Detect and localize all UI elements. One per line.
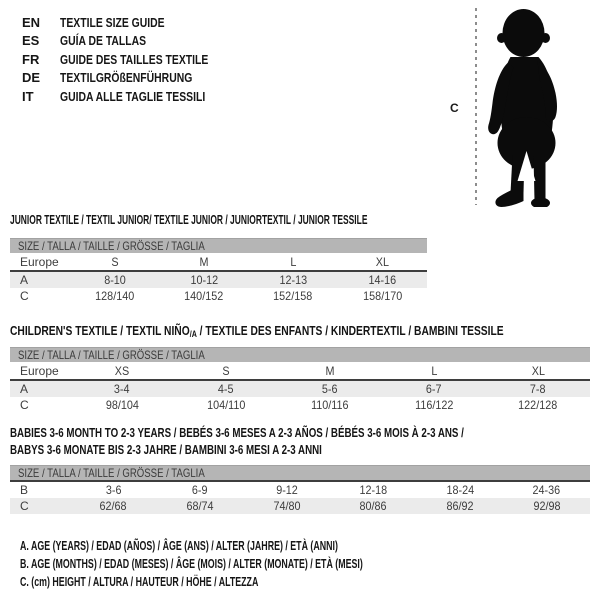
- table-row-height: [10, 397, 590, 413]
- guide-title: TEXTILE SIZE GUIDE: [60, 14, 165, 30]
- value-cell: 5-6: [322, 382, 338, 396]
- value-cell: 122/128: [518, 398, 558, 412]
- value-cell: 18-24: [446, 483, 474, 497]
- value-cell: 6-7: [426, 382, 442, 396]
- guide-title: GUÍA DE TALLAS: [60, 33, 147, 49]
- value-cell: 104/110: [206, 398, 246, 412]
- row-label: C: [20, 289, 29, 303]
- value-cell: 74/80: [273, 499, 301, 513]
- size-cell: XL: [375, 254, 389, 269]
- junior-table-title: [10, 211, 560, 228]
- value-cell: 116/122: [414, 398, 454, 412]
- language-code: ES: [22, 33, 40, 49]
- baby-silhouette: [481, 7, 586, 207]
- table-row-height: [10, 288, 427, 304]
- junior-table-title-text: JUNIOR TEXTILE / TEXTIL JUNIOR/ TEXTILE JUNIOR / JUNIORTEXTIL / JUNIOR TESSILE: [10, 212, 368, 227]
- value-cell: 3-6: [105, 483, 122, 497]
- region-label: Europe: [20, 254, 59, 269]
- value-cell: 86/92: [446, 499, 474, 513]
- size-cell: S: [111, 254, 119, 269]
- row-label: A: [20, 382, 29, 396]
- size-cell: L: [430, 363, 438, 378]
- value-cell: 8-10: [103, 273, 126, 287]
- value-cell: 14-16: [368, 273, 397, 287]
- table-row-sizes: [10, 253, 427, 270]
- value-cell: 80/86: [359, 499, 387, 513]
- row-label: A: [20, 273, 29, 287]
- size-cell: XS: [114, 363, 130, 378]
- table-row-sizes: [10, 362, 590, 379]
- height-measure-dotted-line: [475, 8, 477, 205]
- children-size-table: [10, 347, 590, 413]
- value-cell: 140/152: [184, 289, 224, 303]
- babies-title-line1: BABIES 3-6 MONTH TO 2-3 YEARS / BEBÉS 3-6 MESES A 2-3 AÑOS / BÉBÉS 3-6 MOIS À 2-3 ANS /: [10, 425, 464, 440]
- size-band-label: SIZE / TALLA / TAILLE / GRÖSSE / TAGLIA: [18, 239, 205, 253]
- value-cell: 24-36: [532, 483, 561, 497]
- value-cell: 98/104: [105, 398, 139, 412]
- size-cell: M: [325, 363, 335, 378]
- language-row: [22, 87, 245, 106]
- table-row-height: [10, 498, 590, 514]
- value-cell: 10-12: [190, 273, 218, 287]
- size-band: [10, 347, 590, 362]
- value-cell: 128/140: [95, 289, 135, 303]
- guide-title: TEXTILGRÖßENFÜHRUNG: [60, 70, 193, 86]
- children-title-prefix: CHILDREN'S TEXTILE / TEXTIL NIÑO: [10, 323, 190, 338]
- language-code: EN: [22, 14, 41, 30]
- value-cell: 7-8: [530, 382, 546, 396]
- babies-size-table: [10, 465, 590, 514]
- value-cell: 3-4: [114, 382, 130, 396]
- value-cell: 62/68: [99, 499, 127, 513]
- language-title-list: [22, 13, 245, 106]
- footnote-height: C. (cm) HEIGHT / ALTURA / HAUTEUR / HÖHE / ALTEZZA: [20, 574, 259, 589]
- value-cell: 68/74: [186, 499, 214, 513]
- language-code: DE: [22, 70, 41, 86]
- value-cell: 92/98: [533, 499, 561, 513]
- babies-title-line2: BABYS 3-6 MONATE BIS 2-3 JAHRE / BAMBINI 3-6 MESI A 2-3 ANNI: [10, 442, 322, 457]
- footnote-legend: [20, 538, 524, 592]
- value-cell: 6-9: [192, 483, 208, 497]
- size-cell: XL: [531, 363, 545, 378]
- language-row: [22, 32, 245, 51]
- row-label: C: [20, 398, 29, 412]
- guide-title: GUIDA ALLE TAGLIE TESSILI: [60, 88, 206, 104]
- size-band: [10, 238, 427, 253]
- footnote-age-years: A. AGE (YEARS) / EDAD (AÑOS) / ÂGE (ANS) / ALTER (JAHRE) / ETÀ (ANNI): [20, 538, 338, 553]
- language-code: FR: [22, 51, 40, 67]
- table-row-age: [10, 381, 590, 397]
- footnote-age-months: B. AGE (MONTHS) / EDAD (MESES) / ÂGE (MOIS) / ALTER (MONATE) / ETÀ (MESI): [20, 556, 363, 571]
- table-row-age: [10, 272, 427, 288]
- children-table-title: [10, 322, 600, 341]
- children-title-subscript: /A: [189, 329, 197, 339]
- value-cell: 9-12: [275, 483, 298, 497]
- row-label: B: [20, 483, 29, 497]
- value-cell: 4-5: [218, 382, 234, 396]
- value-cell: 110/116: [311, 398, 349, 412]
- size-cell: M: [199, 254, 209, 269]
- region-label: Europe: [20, 363, 59, 378]
- value-cell: 12-18: [359, 483, 388, 497]
- size-cell: L: [290, 254, 297, 269]
- size-cell: S: [222, 363, 230, 378]
- height-measure-label: C: [450, 101, 459, 115]
- table-row-age-months: [10, 482, 590, 498]
- size-band-label: SIZE / TALLA / TAILLE / GRÖSSE / TAGLIA: [18, 348, 205, 362]
- language-row: [22, 50, 245, 69]
- language-row: [22, 13, 245, 32]
- language-row: [22, 69, 245, 88]
- row-label: C: [20, 499, 29, 513]
- value-cell: 12-13: [279, 273, 307, 287]
- language-code: IT: [22, 88, 34, 104]
- value-cell: 158/170: [362, 289, 402, 303]
- children-title-suffix: / TEXTILE DES ENFANTS / KINDERTEXTIL / BAMBINI TESSILE: [196, 323, 504, 338]
- value-cell: 152/158: [273, 289, 313, 303]
- size-band: [10, 465, 590, 480]
- junior-size-table: [10, 238, 427, 304]
- guide-title: GUIDE DES TAILLES TEXTILE: [60, 51, 209, 67]
- size-band-label: SIZE / TALLA / TAILLE / GRÖSSE / TAGLIA: [18, 466, 205, 480]
- babies-table-title: [10, 424, 600, 458]
